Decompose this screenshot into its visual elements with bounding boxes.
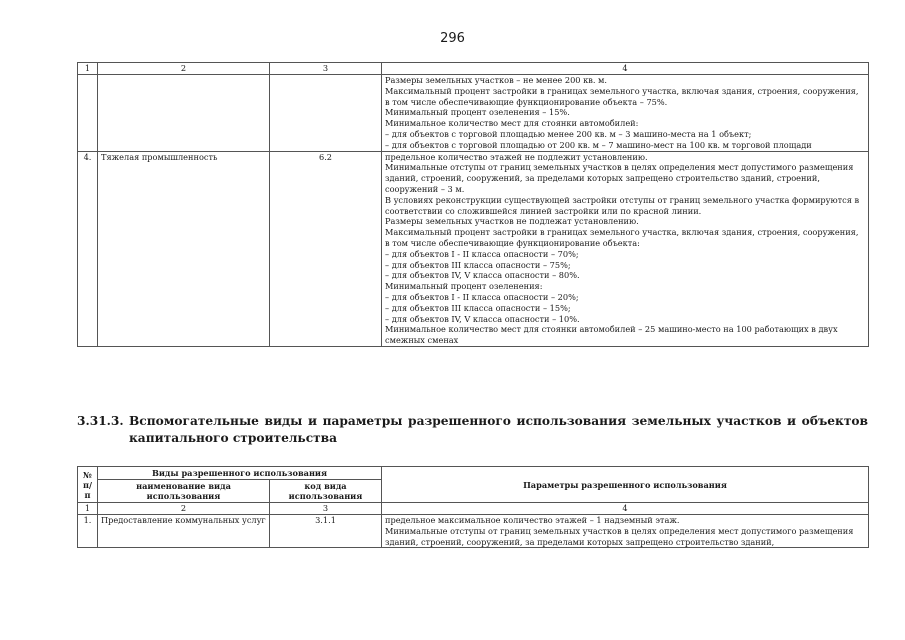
params-header: Параметры разрешенного использования [382,467,869,503]
param-line: В условиях реконструкции существующей застройки отступы от границ земельного участка формируются в соответствии со сложившейся линией застройки или по красной линии. [385,194,860,216]
use-code: 6.2 [270,151,382,346]
section-title: Вспомогательные виды и параметры разрешенного использования земельных участков и объектов капитального строительства [129,414,868,445]
param-line: – для объектов IV, V класса опасности – 80%. [385,270,580,281]
col-number: 1 [78,63,98,75]
param-line: Максимальный процент застройки в границах земельного участка, включая здания, строения, сооружения, в том числе обеспечивающие функционирование объекта: [385,227,859,248]
use-params [382,515,869,548]
param-line: Минимальное количество мест для стоянки автомобилей: [385,118,639,129]
auxiliary-uses-table [77,466,869,548]
col-number: 4 [382,503,869,515]
param-line: – для объектов I - II класса опасности – 70%; [385,248,579,259]
num-header: № п/п [78,467,98,503]
param-line: Минимальные отступы от границ земельных участков в целях определения мест допустимого размещения зданий, строений, сооружений, за пределами которых запрещено строительство зданий, [385,525,854,547]
use-code [270,75,382,152]
param-line: Минимальные отступы от границ земельных участков в целях определения мест допустимого размещения зданий, строений, сооружений, за пределами которых запрещено строительство зданий, строений, сооружений – 3 м. [385,162,854,194]
use-name [98,75,270,152]
col-number: 3 [270,503,382,515]
uses-group-header: Виды разрешенного использования [98,467,382,480]
use-name: Предоставление коммунальных услуг [98,515,270,548]
param-line: – для объектов I - II класса опасности – 20%; [385,291,579,302]
row-num: 4. [78,151,98,346]
param-line: Минимальный процент озеленения – 15%. [385,107,570,118]
use-params [382,75,869,152]
column-number-row [78,63,869,75]
zoning-table-continued [77,62,869,347]
param-line: – для объектов III класса опасности – 75%; [385,259,571,270]
col-number: 3 [270,63,382,75]
col-number: 4 [382,63,869,75]
param-line: – для объектов с торговой площадью от 200 кв. м – 7 машино-мест на 100 кв. м торговой площади [385,139,812,150]
column-number-row [78,503,869,515]
param-line: Размеры земельных участков не подлежат установлению. [385,216,639,227]
param-line: – для объектов IV, V класса опасности – 10%. [385,313,580,324]
col-number: 2 [98,63,270,75]
code-header: код вида использования [270,480,382,503]
row-num [78,75,98,152]
section-heading [77,413,868,447]
use-code: 3.1.1 [270,515,382,548]
col-number: 2 [98,503,270,515]
page-number: 296 [440,31,465,46]
section-number: 3.31.3. [77,414,124,428]
name-header: наименование вида использования [98,480,270,503]
table-row [78,151,869,346]
col-number: 1 [78,503,98,515]
param-line: Минимальный процент озеленения: [385,281,543,292]
use-name: Тяжелая промышленность [98,151,270,346]
param-line: предельное максимальное количество этажей – 1 надземный этаж. [385,515,680,525]
param-line: Минимальное количество мест для стоянки автомобилей – 25 машино-место на 100 работающих в двух смежных сменах [385,324,838,346]
table-row [78,75,869,152]
use-params [382,151,869,346]
row-num: 1. [78,515,98,548]
param-line: – для объектов с торговой площадью менее 200 кв. м – 3 машино-места на 1 объект; [385,128,752,139]
table-row [78,515,869,548]
param-line: Максимальный процент застройки в границах земельного участка, включая здания, строения, сооружения, в том числе обеспечивающие функционирование объекта – 75%. [385,85,859,107]
param-line: – для объектов III класса опасности – 15%; [385,302,571,313]
param-line: предельное количество этажей не подлежит установлению. [385,151,648,162]
param-line: Размеры земельных участков – не менее 200 кв. м. [385,75,607,85]
header-row [78,467,869,480]
